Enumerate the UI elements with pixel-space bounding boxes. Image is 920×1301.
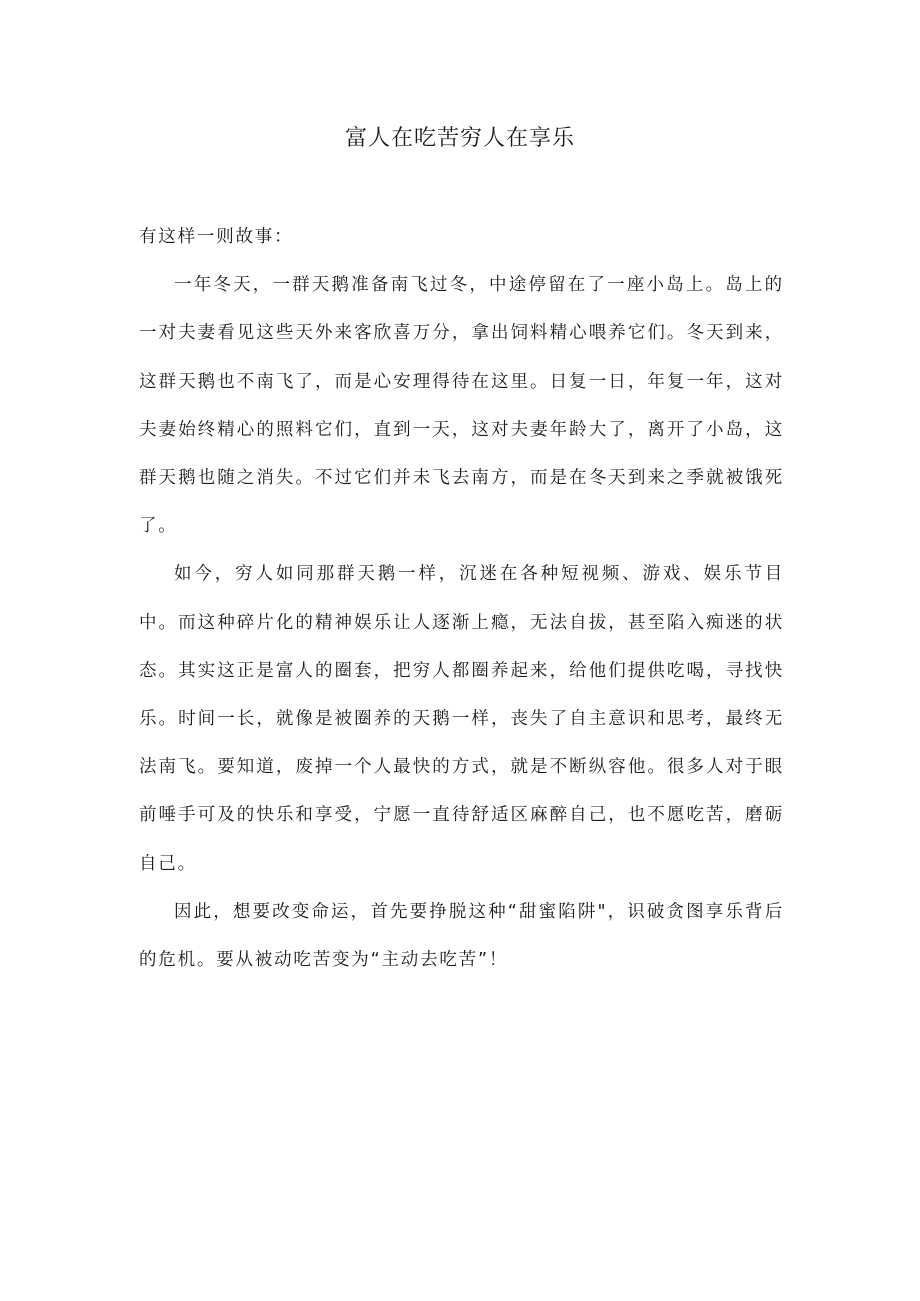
document-body [139, 213, 784, 984]
analysis-paragraph: 如今，穷人如同那群天鹅一样，沉迷在各种短视频、游戏、娱乐节目中。而这种碎片化的精神娱乐让人逐渐上瘾，无法自拔，甚至陷入痴迷的状态。其实这正是富人的圈套，把穷人都圈养起来，给他们提供吃喝，寻找快乐。时间一长，就像是被圈养的天鹅一样，丧失了自主意识和思考，最终无法南飞。要知道，废掉一个人最快的方式，就是不断纵容他。很多人对于眼前唾手可及的快乐和享受，宁愿一直待舒适区麻醉自己，也不愿吃苦，磨砺自己。 [139, 564, 784, 874]
intro-paragraph: 有这样一则故事： [139, 227, 294, 247]
story-paragraph: 一年冬天，一群天鹅准备南飞过冬，中途停留在了一座小岛上。岛上的一对夫妻看见这些天外来客欣喜万分，拿出饲料精心喂养它们。冬天到来，这群天鹅也不南飞了，而是心安理得待在这里。日复一日，年复一年，这对夫妻始终精心的照料它们，直到一天，这对夫妻年龄大了，离开了小岛，这群天鹅也随之消失。不过它们并未飞去南方，而是在冬天到来之季就被饿死了。 [139, 275, 784, 537]
conclusion-paragraph: 因此，想要改变命运，首先要挣脱这种“甜蜜陷阱"，识破贪图享乐背后的危机。要从被动吃苦变为“主动去吃苦”！ [139, 901, 784, 971]
document-title: 富人在吃苦穷人在享乐 [344, 126, 575, 151]
